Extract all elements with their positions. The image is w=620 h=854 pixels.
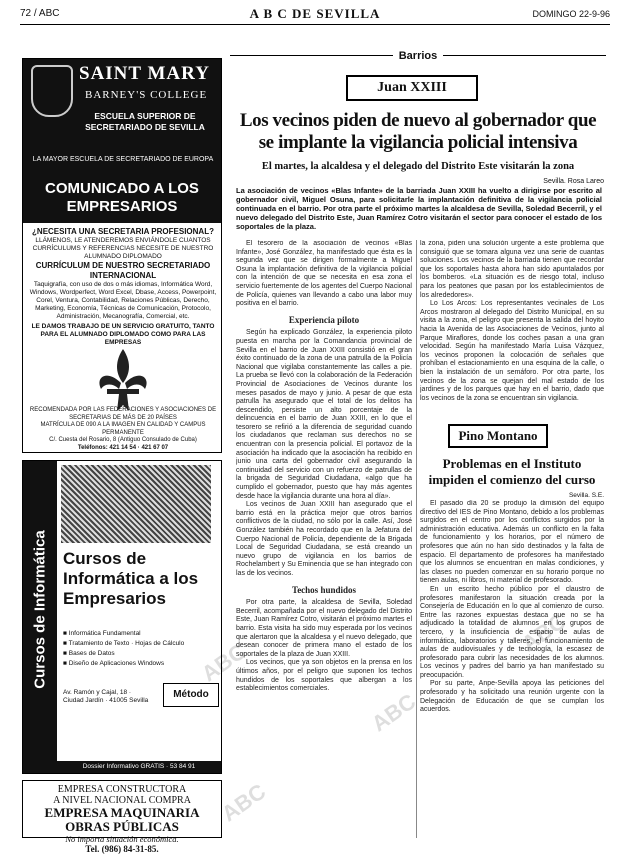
ad-cursos-bar: Dossier Informativo GRATIS · 53 84 91 <box>57 761 221 773</box>
ad-tagline: LA MAYOR ESCUELA DE SECRETARIADO DE EUROPA <box>32 156 214 163</box>
ad-communique: COMUNICADO A LOS EMPRESARIOS <box>23 177 221 223</box>
watermark-icon: ABC <box>196 638 251 687</box>
course-item: ■ Bases de Datos <box>63 650 115 657</box>
ad-college-name: BARNEY'S COLLEGE <box>85 89 208 101</box>
course-item: ■ Tratamiento de Texto · Hojas de Cálculo <box>63 640 185 647</box>
empresa-line3: EMPRESA MAQUINARIA <box>44 805 200 820</box>
byline-2: Sevilla. S.E. <box>568 492 604 499</box>
headline: Los vecinos piden de nuevo al gobernador que se implante la vigilancia policial intensiva <box>239 110 597 153</box>
empresa-line2: A NIVEL NACIONAL COMPRA <box>53 795 191 806</box>
empresa-line1: EMPRESA CONSTRUCTORA <box>57 784 187 795</box>
paragraph: El pasado día 20 se produjo la dimisión del equipo directivo del IES de Pino Montano, debido a los problemas surgidos en el centro por los conflictos surgidos por la administración educativa. Además un conflicto en la falta de funcionamiento y los horarios, por el número de profesores que aún no han sido destinados y la falta de espacio. El departamento de profesores ha manifestado que los alumnos se encuentran en malas condiciones, y las clases no pueden comenzar en su horario porque no tienen aulas, ni libros, ni material de profesorado. <box>420 500 604 585</box>
paragraph: Los vecinos de Juan XXIII han asegurado que el barrio está en la práctica mejor que otros barrios conflictivos de la ciudad, no sólo por la calle. Así, José González también ha recordado que en la Jefatura del Cuerpo Nacional de Policía, dependiente de la Brigada Local de Seguridad Ciudadana, se está creando un nuevo grupo de vigilancia en los barrios de Rochelambert y Su Eminencia que se han integrado con las de los vecinos. <box>236 501 412 577</box>
ad-cursos-title: Cursos de Informática a los Empresarios <box>63 549 199 608</box>
section-title: Barrios <box>230 50 606 62</box>
advertisement-column <box>22 58 222 854</box>
paragraph: Lo Los Arcos: Los representantes vecinales de Los Arcos mostraron al delegado del Distrito Municipal, en su visita a la zona, el peligro que presenta la salida del hoyito hacia la Avenida de las Asociaciones de Vecinos, junto al Parque Miraflores, donde los coches pasan a una gran velocidad. Según ha manifestado María Luisa Vázquez, los vecinos proponen la colocación de señales que prohíban el estacionamiento en una esquina de la calle, o bien la instalación de un semáforo. Por otra parte, los vecinos de la zona se quejan del mal estado de los jardines y de los parques que hay en el barrio, dado que los vecinos de la zona se encuentran sin vigilancia. <box>420 300 604 402</box>
watermark-icon: ABC <box>216 778 271 827</box>
paragraph: Los vecinos, que ya son objetos en la prensa en los últimos años, por el peligro que suponen los techos hundidos de los soportales que albergan a los establecimientos comerciales. <box>236 659 412 693</box>
topic-label: Juan XXIII <box>346 75 478 101</box>
ad-recommended: RECOMENDADA POR LAS FEDERACIONES Y ASOCIACIONES DE SECRETARIAS DE MÁS DE 20 PAÍSES <box>29 407 217 421</box>
article-column-1 <box>236 240 412 840</box>
byline: Sevilla. Rosa Lareo <box>543 178 604 185</box>
ad-body <box>29 227 217 347</box>
ad-service: LE DAMOS TRABAJO DE UN SERVICIO GRATUITO, TANTO PARA EL ALUMNADO DIPLOMADO COMO PARA LAS EMPRESAS <box>31 323 215 346</box>
ad-side-band <box>23 461 57 773</box>
ad-curriculum-title: CURRÍCULUM DE NUESTRO SECRETARIADO INTERNACIONAL <box>35 261 211 280</box>
course-item: ■ Diseño de Aplicaciones Windows <box>63 660 165 667</box>
page-header <box>20 6 610 25</box>
ad-school-name: SAINT MARY <box>79 63 210 84</box>
empresa-line4: OBRAS PÚBLICAS <box>65 819 179 834</box>
crest-icon <box>31 65 73 117</box>
subheading: Experiencia piloto <box>288 314 360 325</box>
paragraph: Según ha explicado González, la experiencia piloto puesta en marcha por la Comandancia provincial de Sevilla en el barrio de Juan XXIII consistió en el gran éxito continuado de la zona de una patrulla de la Policía Nacional que vigilaba constantemente las calles a pie. La prueba se llevó con la colaboración de la Federación Provincial de Asociaciones de Vecinos durante los meses pasados de mayo y junio. A pesar de que esta patrulla ha asegurado que el total de los delitos ha descendido, persiste un alto porcentaje de la delincuencia en el barrio de Juan XXIII, en lo que el tesorero se refirió a la diferencia de seguridad cuando los ciudadanos que reclaman sus derechos no se encuentran con la presencia policial. El portavoz de la asociación ha indicado que la asociación ha recibido en junio una carta del gobernador civil asegurando la continuidad del servicio con un refuerzo de patrullas de la brigada de Seguridad Ciudadana, «algo que ha cumplido el gobernador, puesto que hay más agentes desde hace la vigilancia durante una hora al día». <box>236 329 412 500</box>
article-column-2 <box>420 240 604 416</box>
column-divider <box>416 240 417 838</box>
empresa-ad <box>22 780 222 854</box>
headline-2: Problemas en el Instituto impiden el comienzo del curso <box>428 456 596 487</box>
paragraph: Por su parte, Anpe-Sevilla apoya las peticiones del profesorado y ha solicitado una reunión urgente con la Delegación de Educación de que se cumplan los acuerdos. <box>420 680 604 714</box>
ad-school-description: ESCUELA SUPERIOR DE SECRETARIADO DE SEVILLA <box>85 111 205 132</box>
ad-call-text: LLÁMENOS, LE ATENDEREMOS ENVIÁNDOLE CUANTOS CURRÍCULUMS Y REFERENCIAS NECESITE DE NUESTRO ALUMNADO DIPLOMADO <box>32 237 214 260</box>
lead-paragraph: La asociación de vecinos «Blas Infante» de la barriada Juan XXIII ha vuelto a dirigirse por escrito al gobernador civil, Miguel Osuna, para solicitarle la implantación definitiva de la vigilancia policial continuada en el barrio. Por otra parte el próximo martes la alcaldesa de Sevilla, Soledad Becerril, y el nuevo delegado del Distrito Este, Juan Ramírez Cotro visitarán el sector para conocer el estado de los soportales de la plaza. <box>236 186 602 231</box>
paragraph: la zona, piden una solución urgente a este problema que consiguió que se tomara alguna vez una serie de cuantas soluciones. Los vecinos de la barriada tienen que recordar que los soportales hasta ahora han sido apuntalados por los bomberos. «La situación es de riesgo total, incluso para los peatones que pasan por los establecimientos de los alrededores». <box>420 240 604 299</box>
paragraph: En un escrito hecho público por el claustro de profesores manifestaron la situación creada por la Consejería de Educación en lo que al comienzo de curso. Entre las razones expuestas destaca que no se ha adjudicado la totalidad de alumnos en los grupos de tercero, y la insuficiencia de espacio de aulas de informática, laboratorios y talleres, el funcionamiento de aulas de audiovisuales y de tecnología, la escasez de profesorado para cubrir las necesidades de los alumnos. Los vecinos y padres del barrio ya han manifestado su preocupación. <box>420 585 604 679</box>
empresa-line5: No importa situación económica. <box>65 834 179 844</box>
ad-enrollment: MATRÍCULA DE 090 A LA IMAGEN EN CALIDAD Y CAMPUS PERMANENTE <box>40 422 206 436</box>
paragraph: Por otra parte, la alcaldesa de Sevilla, Soledad Becerril, acompañada por el nuevo delegado del Distrito Este, Juan Ramírez Cotro, visitarán el próximo martes el barrio. Esta visita ha sido muy esperada por los vecinos que alertaron que la alcaldesa y el nuevo delegado, que desean conocer de primera mano el estado de los soportales de la plaza de Juan XXIII. <box>236 599 412 658</box>
masthead: A B C DE SEVILLA <box>249 6 381 21</box>
page-number: 72 / ABC <box>20 8 60 19</box>
ad-phone: Teléfonos: 421 14 54 · 421 67 07 <box>77 444 169 451</box>
cursos-informatica-ad <box>22 460 222 774</box>
subheading: Techos hundidos <box>292 584 356 595</box>
saint-mary-banner <box>23 59 221 189</box>
ad-cursos-address: Av. Ramón y Cajal, 18 · Ciudad Jardín · 41005 Sevilla <box>63 689 149 704</box>
watermark-icon: ABC <box>366 688 421 737</box>
ad-course-list <box>63 629 218 669</box>
course-item: ■ Informática Fundamental <box>63 630 141 637</box>
ad-skills: Taquigrafía, con uso de dos o más idiomas, Informática Word, Windows, Wordperfect, Word Excel, Dbase, Access, Powerpoint, Corel, Ventura, Contabilidad, Relaciones Públicas, Derecho, Marketing, Economía, Técnicas de Comunicación, Protocolo, Administración, Mecanografía, Comercial, etc. <box>29 281 217 320</box>
saint-mary-ad <box>22 58 222 453</box>
ad-photo <box>61 465 211 543</box>
article-column-3 <box>420 500 604 840</box>
ad-vertical-title: Cursos de Informática <box>31 530 49 689</box>
topic-label-2: Pino Montano <box>448 424 548 448</box>
ad-question: ¿NECESITA UNA SECRETARIA PROFESIONAL? <box>32 227 214 236</box>
paragraph: El tesorero de la asociación de vecinos «Blas Infante», José González, ha manifestado que ésta es la segunda vez que se dirigen formalmente a Miguel Osuna la implantación definitiva de la vigilancia policial con la intención de que se necesita en esa zona el servicio fuertemente de los agentes del Cuerpo Nacional de Policía, quienes van llevando a cabo una labor muy positiva en el barrio. <box>236 240 412 308</box>
watermark-icon: ABC <box>516 608 571 657</box>
metodo-logo: Método <box>163 683 219 707</box>
empresa-phone: Tel. (986) 84-31-85. <box>85 844 159 854</box>
ad-footer <box>27 407 219 452</box>
subheadline: El martes, la alcaldesa y el delegado del Distrito Este visitarán la zona <box>261 161 575 172</box>
issue-date: DOMINGO 22-9-96 <box>532 9 610 19</box>
ad-address: C/. Cuesta del Rosario, 8 (Antiguo Consulado de Cuba) <box>49 437 197 443</box>
